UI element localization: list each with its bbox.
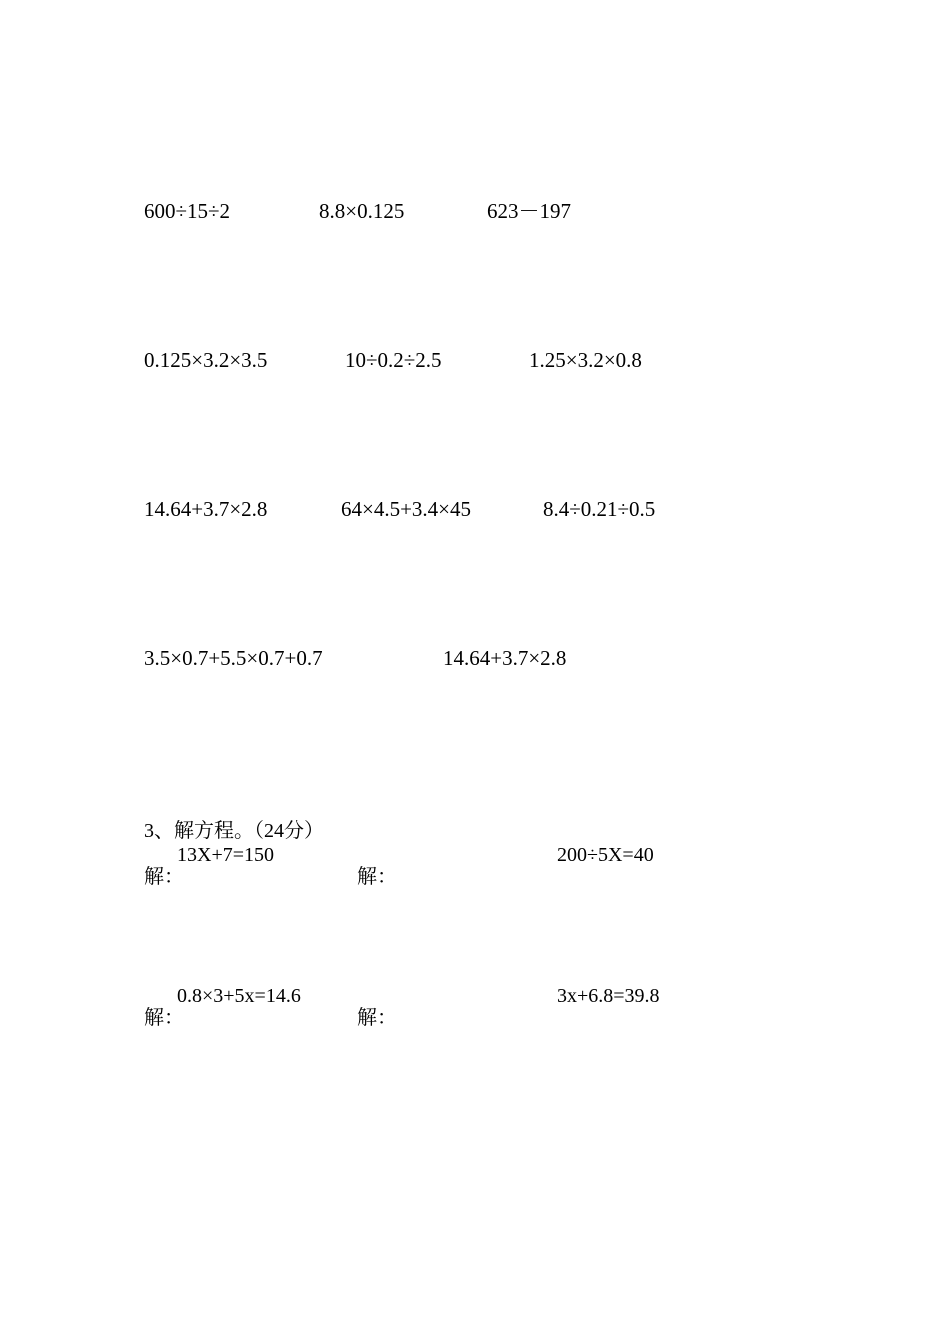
calc-expression: 14.64+3.7×2.8 xyxy=(144,497,268,521)
calc-expression: 1.25×3.2×0.8 xyxy=(529,348,642,372)
section-heading: 3、解方程。（24分） xyxy=(144,820,324,842)
answer-label: 解： xyxy=(357,1007,397,1029)
equation: 3x+6.8=39.8 xyxy=(557,985,660,1007)
calc-expression: 600÷15÷2 xyxy=(144,199,231,223)
calc-expression: 10÷0.2÷2.5 xyxy=(345,348,442,372)
calc-expression: 14.64+3.7×2.8 xyxy=(443,646,567,670)
calc-expression: 0.125×3.2×3.5 xyxy=(144,348,268,372)
equation: 0.8×3+5x=14.6 xyxy=(177,985,301,1007)
equation: 200÷5X=40 xyxy=(557,844,654,866)
calc-expression: 64×4.5+3.4×45 xyxy=(341,497,472,521)
answer-label: 解： xyxy=(357,866,397,888)
answer-label: 解： xyxy=(144,866,184,888)
equation: 13X+7=150 xyxy=(177,844,275,866)
calc-expression: 8.8×0.125 xyxy=(319,199,405,223)
calc-expression: 3.5×0.7+5.5×0.7+0.7 xyxy=(144,646,323,670)
answer-label: 解： xyxy=(144,1007,184,1029)
calc-expression: 8.4÷0.21÷0.5 xyxy=(543,497,656,521)
calc-expression: 623－197 xyxy=(487,199,571,223)
